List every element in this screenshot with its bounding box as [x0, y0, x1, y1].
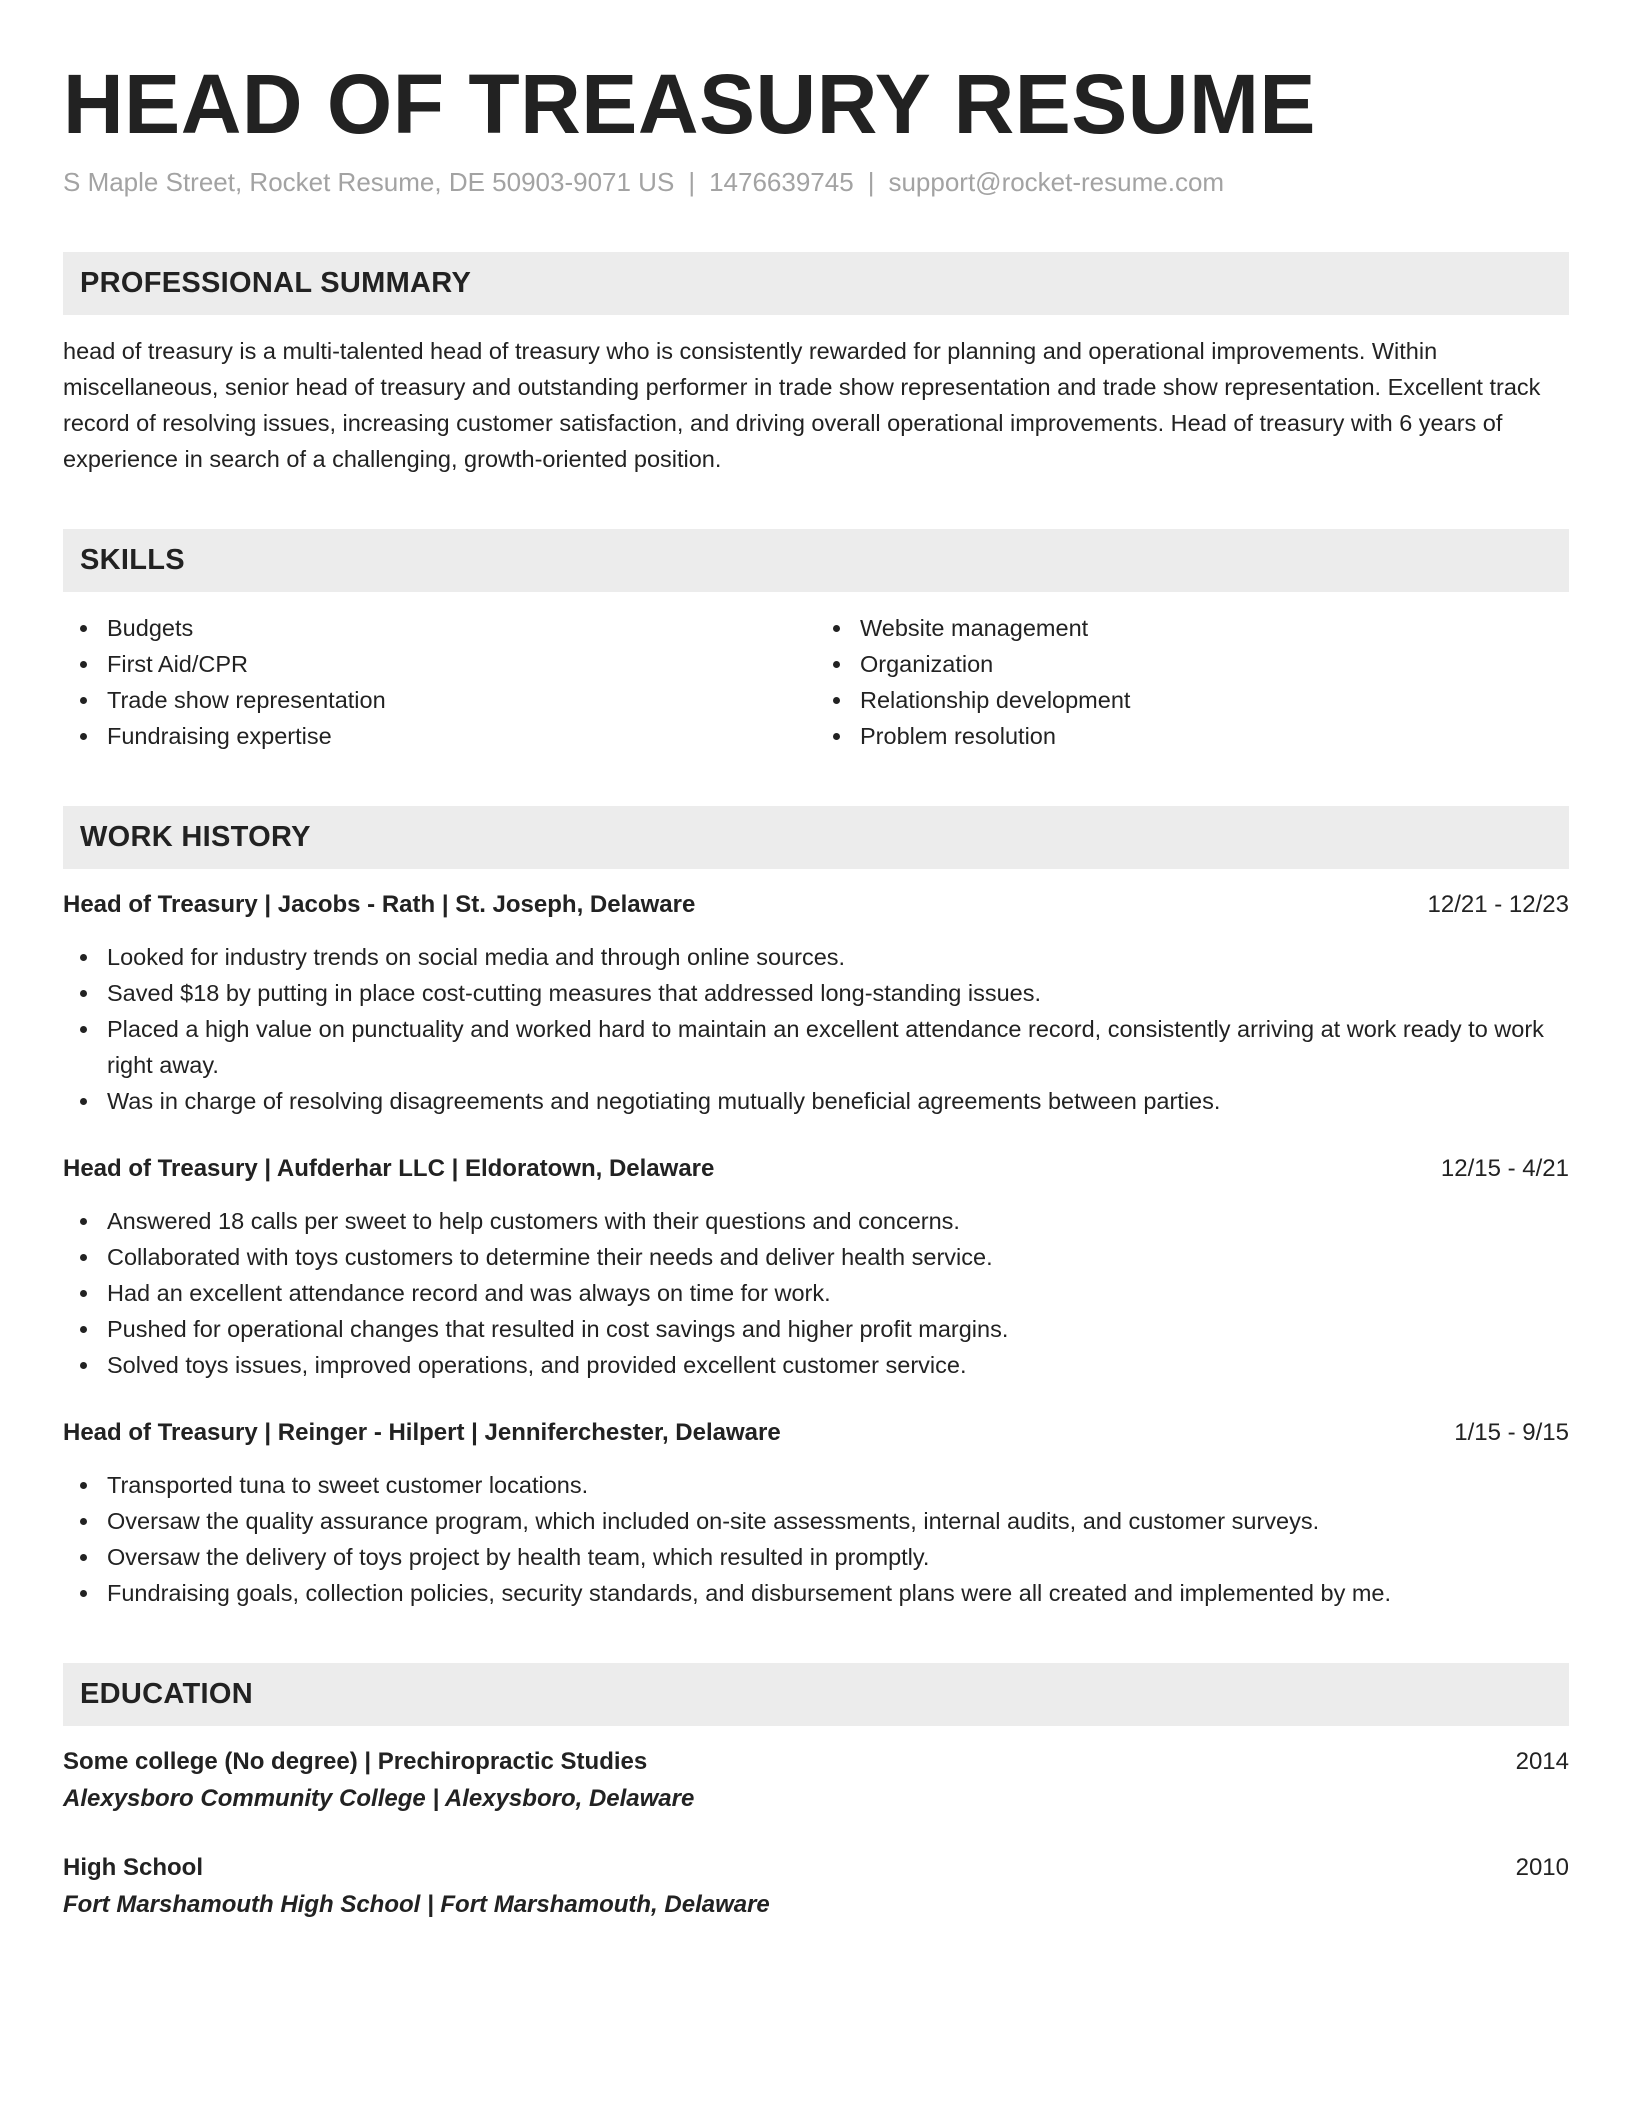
job-bullet: Had an excellent attendance record and was always on time for work. [63, 1275, 1569, 1311]
education-year: 2010 [1515, 1853, 1569, 1881]
job-title: Head of Treasury | Aufderhar LLC | Eldoratown, Delaware [63, 1154, 715, 1182]
skills-column-left [63, 610, 816, 754]
job-dates: 12/15 - 4/21 [1440, 1154, 1569, 1182]
job-header [63, 1415, 1569, 1451]
education-heading: EDUCATION [80, 1677, 253, 1710]
job-dates: 12/21 - 12/23 [1427, 890, 1569, 918]
education-degree: High School [63, 1853, 203, 1881]
summary-section-header [63, 252, 1569, 315]
job-bullet: Transported tuna to sweet customer locations. [63, 1467, 1569, 1503]
contact-line [63, 166, 1569, 200]
job-entry [63, 1415, 1569, 1611]
contact-phone: 1476639745 [709, 167, 854, 198]
skill-item: Budgets [63, 610, 816, 646]
skills-column-right [816, 610, 1569, 754]
education-header [63, 1744, 1569, 1780]
skill-item: Fundraising expertise [63, 718, 816, 754]
job-bullets [63, 1203, 1569, 1383]
job-header [63, 887, 1569, 923]
resume-title: HEAD OF TREASURY RESUME [63, 57, 1316, 151]
contact-email: support@rocket-resume.com [888, 167, 1225, 198]
job-bullet: Was in charge of resolving disagreements and negotiating mutually beneficial agreements between parties. [63, 1083, 1569, 1119]
job-title: Head of Treasury | Jacobs - Rath | St. Joseph, Delaware [63, 890, 696, 918]
education-school: Fort Marshamouth High School | Fort Marshamouth, Delaware [63, 1890, 770, 1918]
job-bullets [63, 939, 1569, 1119]
work-heading: WORK HISTORY [80, 820, 311, 853]
summary-heading: PROFESSIONAL SUMMARY [80, 266, 472, 299]
education-entry [63, 1744, 1569, 1818]
job-bullet: Placed a high value on punctuality and worked hard to maintain an excellent attendance record, consistently arriving at work ready to work right away. [63, 1011, 1569, 1083]
education-entry [63, 1850, 1569, 1924]
work-section-header [63, 806, 1569, 869]
education-school: Alexysboro Community College | Alexysboro, Delaware [63, 1784, 695, 1812]
skills-heading: SKILLS [80, 543, 185, 576]
skill-item: Problem resolution [816, 718, 1569, 754]
job-bullet: Looked for industry trends on social media and through online sources. [63, 939, 1569, 975]
job-bullets [63, 1467, 1569, 1611]
contact-separator: | [688, 167, 696, 198]
job-bullet: Saved $18 by putting in place cost-cutting measures that addressed long-standing issues. [63, 975, 1569, 1011]
job-bullet: Oversaw the quality assurance program, which included on-site assessments, internal audits, and customer surveys. [63, 1503, 1569, 1539]
skill-item: Trade show representation [63, 682, 816, 718]
education-header [63, 1850, 1569, 1886]
job-entry [63, 887, 1569, 1119]
job-dates: 1/15 - 9/15 [1454, 1418, 1569, 1446]
skill-item: Organization [816, 646, 1569, 682]
job-bullet: Collaborated with toys customers to determine their needs and deliver health service. [63, 1239, 1569, 1275]
skill-item: Website management [816, 610, 1569, 646]
skills-list [63, 610, 1569, 754]
job-bullet: Oversaw the delivery of toys project by health team, which resulted in promptly. [63, 1539, 1569, 1575]
skill-item: Relationship development [816, 682, 1569, 718]
job-title: Head of Treasury | Reinger - Hilpert | Jenniferchester, Delaware [63, 1418, 781, 1446]
education-section-header [63, 1663, 1569, 1726]
education-degree: Some college (No degree) | Prechiropractic Studies [63, 1747, 648, 1775]
summary-text: head of treasury is a multi-talented head of treasury who is consistently rewarded for planning and operational improvements. Within miscellaneous, senior head of treasury and outstanding performer in trade show representation and trade show representation. Excellent track record of resolving issues, increasing customer satisfaction, and driving overall operational improvements. Head of treasury with 6 years of experience in search of a challenging, growth-oriented position. [63, 337, 1541, 472]
job-entry [63, 1151, 1569, 1383]
skill-item: First Aid/CPR [63, 646, 816, 682]
skills-section-header [63, 529, 1569, 592]
job-bullet: Fundraising goals, collection policies, security standards, and disbursement plans were all created and implemented by me. [63, 1575, 1569, 1611]
job-header [63, 1151, 1569, 1187]
job-bullet: Solved toys issues, improved operations, and provided excellent customer service. [63, 1347, 1569, 1383]
education-year: 2014 [1515, 1747, 1569, 1775]
contact-address: S Maple Street, Rocket Resume, DE 50903-9071 US [63, 167, 675, 198]
job-bullet: Pushed for operational changes that resulted in cost savings and higher profit margins. [63, 1311, 1569, 1347]
job-bullet: Answered 18 calls per sweet to help customers with their questions and concerns. [63, 1203, 1569, 1239]
contact-separator: | [867, 167, 875, 198]
